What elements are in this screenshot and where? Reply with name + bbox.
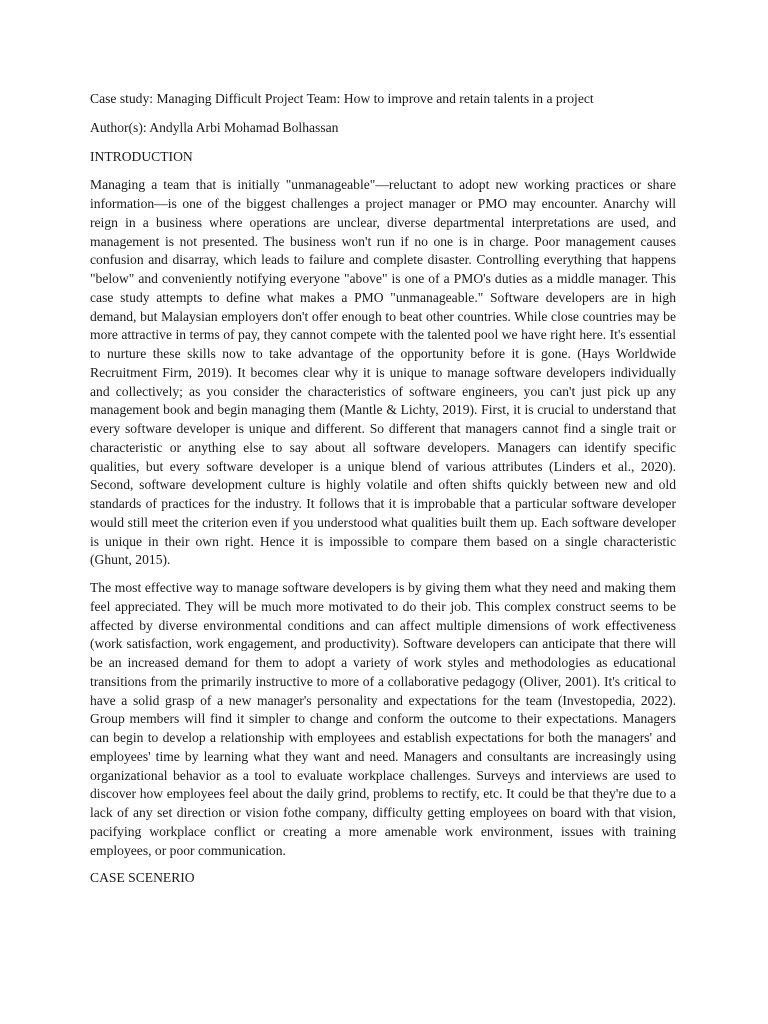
document-page (90, 90, 676, 898)
heading-introduction: INTRODUCTION (90, 148, 193, 164)
document-authors: Author(s): Andylla Arbi Mohamad Bolhassan (90, 119, 339, 135)
heading-case-scenario: CASE SCENERIO (90, 870, 195, 886)
paragraph-introduction-2: The most effective way to manage software developers is by giving them what they need and making them feel appreciated. They will be much more motivated to do their job. This complex construct seems to be affected by diverse environmental conditions and can affect multiple dimensions of work effectiveness (work satisfaction, work engagement, and productivity). Software developers can anticipate that there will be an increased demand for them to adopt a variety of work styles and methodologies as educational transitions from the primarily instructive to more of a collaborative pedagogy (Oliver, 2001). It's critical to have a solid grasp of a new manager's personality and expectations for the team (Investopedia, 2022). Group members will find it simpler to change and conform the outcome to their expectations. Managers can begin to develop a relationship with employees and establish expectations for both the managers' and employees' time by learning what they want and need. Managers and consultants are increasingly using organizational behavior as a tool to evaluate workplace challenges. Surveys and interviews are used to discover how employees feel about the daily grind, problems to rectify, etc. It could be that they're due to a lack of any set direction or vision fothe company, difficulty getting employees on board with that vision, pacifying workplace conflict or creating a more amenable work environment, issues with training employees, or poor communication. (90, 580, 676, 858)
document-title: Case study: Managing Difficult Project Team: How to improve and retain talents in a project (90, 91, 594, 106)
paragraph-introduction-1: Managing a team that is initially "unmanageable"—reluctant to adopt new working practices or share information—is one of the biggest challenges a project manager or PMO may encounter. Anarchy will reign in a business where operations are unclear, diverse departmental interpretations are used, and management is not presented. The business won't run if no one is in charge. Poor management causes confusion and disarray, which leads to failure and complete disaster. Controlling everything that happens "below" and conveniently notifying everyone "above" is one of a PMO's duties as a middle manager. This case study attempts to define what makes a PMO "unmanageable." Software developers are in high demand, but Malaysian employers don't offer enough to beat other countries. While close countries may be more attractive in terms of pay, they cannot compete with the talented pool we have right here. It's essential to nurture these skills now to take advantage of the opportunity before it is gone. (Hays Worldwide Recruitment Firm, 2019). It becomes clear why it is unique to manage software developers individually and collectively; as you consider the characteristics of software engineers, you can't just pick up any management book and begin managing them (Mantle & Lichty, 2019). First, it is crucial to understand that every software developer is unique and different. So different that managers cannot find a single trait or characteristic or anything else to say about all software developers. Managers can identify specific qualities, but every software developer is a unique blend of various attributes (Linders et al., 2020). Second, software development culture is highly volatile and often shifts quickly between new and old standards of practices for the industry. It follows that it is improbable that a particular software developer would still meet the criterion even if you understood what qualities built them up. Each software developer is unique in their own right. Hence it is impossible to compare them based on a single characteristic (Ghunt, 2015). (90, 177, 676, 568)
